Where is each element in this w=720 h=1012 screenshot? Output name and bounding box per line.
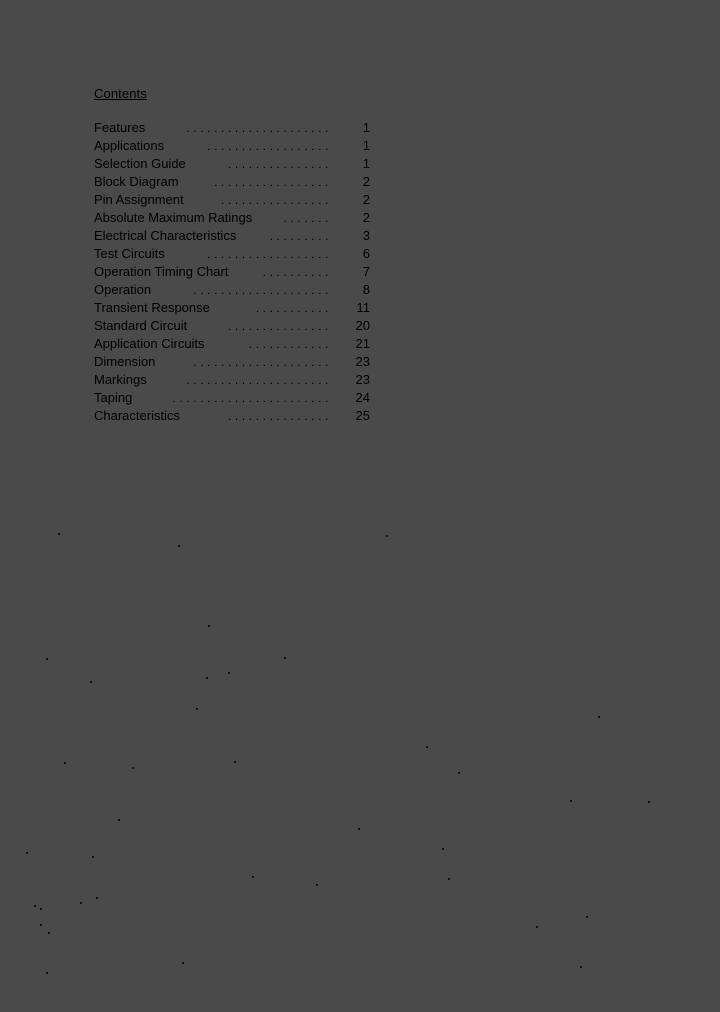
noise-speck [586, 916, 588, 918]
toc-entry-title: Selection Guide [94, 156, 186, 171]
noise-speck [26, 852, 28, 854]
toc-entry-page: 1 [362, 138, 370, 153]
toc-entry-title: Absolute Maximum Ratings [94, 210, 253, 225]
toc-entry [94, 407, 370, 425]
noise-speck [228, 672, 230, 674]
toc-leader-dots: .................. [207, 247, 332, 261]
noise-speck [442, 848, 444, 850]
toc-entry-title: Dimension [94, 354, 156, 369]
noise-speck [92, 856, 94, 858]
noise-speck [96, 897, 98, 899]
toc-entry-title: Operation Timing Chart [94, 264, 229, 279]
noise-speck [252, 876, 254, 878]
noise-speck [48, 932, 50, 934]
toc-entry-page: 23 [355, 354, 370, 369]
toc-entry-page: 6 [362, 246, 370, 261]
noise-speck [64, 762, 66, 764]
toc-entry-title: Transient Response [94, 300, 210, 315]
toc-entry-title: Block Diagram [94, 174, 179, 189]
noise-speck [80, 902, 82, 904]
toc-list [94, 119, 370, 425]
toc-entry-page: 2 [362, 192, 370, 207]
toc-entry-page: 1 [362, 120, 370, 135]
toc-entry [94, 155, 370, 173]
noise-speck [132, 767, 134, 769]
toc-entry-title: Operation [94, 282, 152, 297]
noise-speck [284, 657, 286, 659]
noise-speck [648, 801, 650, 803]
toc-leader-dots: ............ [248, 337, 332, 351]
toc-entry [94, 281, 370, 299]
noise-speck [234, 761, 236, 763]
toc-entry-title: Taping [94, 390, 133, 405]
toc-entry [94, 353, 370, 371]
noise-speck [570, 800, 572, 802]
toc-entry-title: Electrical Characteristics [94, 228, 237, 243]
noise-speck [46, 972, 48, 974]
toc-entry-page: 24 [355, 390, 370, 405]
toc-entry [94, 137, 370, 155]
toc-entry-page: 20 [355, 318, 370, 333]
toc-entry-title: Characteristics [94, 408, 180, 423]
toc-entry [94, 173, 370, 191]
toc-entry [94, 335, 370, 353]
toc-leader-dots: ......... [269, 229, 332, 243]
noise-speck [46, 658, 48, 660]
toc-leader-dots: ............... [227, 409, 332, 423]
noise-speck [426, 746, 428, 748]
noise-speck [386, 535, 388, 537]
noise-speck [178, 545, 180, 547]
noise-speck [598, 716, 600, 718]
noise-speck [448, 878, 450, 880]
noise-speck [58, 533, 60, 535]
toc-entry-title: Markings [94, 372, 147, 387]
toc-leader-dots: ....... [283, 211, 332, 225]
toc-leader-dots: ................ [221, 193, 332, 207]
noise-speck [196, 708, 198, 710]
toc-entry-page: 8 [362, 282, 370, 297]
noise-speck [40, 924, 42, 926]
toc-entry-page: 7 [362, 264, 370, 279]
toc-entry-page: 2 [362, 174, 370, 189]
toc-entry [94, 299, 370, 317]
toc-leader-dots: ........... [255, 301, 332, 315]
noise-speck [34, 905, 36, 907]
toc-heading: Contents [94, 86, 147, 101]
toc-entry-title: Application Circuits [94, 336, 205, 351]
toc-entry-title: Applications [94, 138, 165, 153]
noise-speck [118, 819, 120, 821]
noise-speck [580, 966, 582, 968]
toc-leader-dots: ............... [227, 319, 332, 333]
toc-entry-title: Pin Assignment [94, 192, 184, 207]
toc-leader-dots: .................... [193, 283, 332, 297]
noise-speck [182, 962, 184, 964]
toc-entry-page: 11 [356, 300, 370, 315]
toc-entry-title: Test Circuits [94, 246, 165, 261]
toc-entry [94, 263, 370, 281]
toc-entry [94, 389, 370, 407]
toc-leader-dots: ..................... [186, 373, 332, 387]
noise-speck [316, 884, 318, 886]
toc-leader-dots: ....................... [172, 391, 332, 405]
toc-entry-page: 2 [362, 210, 370, 225]
toc-entry-page: 23 [355, 372, 370, 387]
toc-entry [94, 317, 370, 335]
toc-entry [94, 227, 370, 245]
toc-entry [94, 191, 370, 209]
toc-leader-dots: .................... [193, 355, 332, 369]
noise-speck [40, 908, 42, 910]
toc-entry-page: 21 [355, 336, 370, 351]
noise-speck [536, 926, 538, 928]
noise-speck [90, 681, 92, 683]
toc-leader-dots: ..................... [186, 121, 332, 135]
toc-entry [94, 245, 370, 263]
toc-leader-dots: .................. [207, 139, 332, 153]
noise-speck [358, 828, 360, 830]
noise-speck [206, 677, 208, 679]
toc-entry-page: 1 [362, 156, 370, 171]
toc-leader-dots: ................. [214, 175, 332, 189]
noise-speck [208, 625, 210, 627]
toc-entry-title: Standard Circuit [94, 318, 188, 333]
toc-entry [94, 119, 370, 137]
toc-leader-dots: .......... [262, 265, 332, 279]
toc-entry-page: 25 [355, 408, 370, 423]
toc-entry-title: Features [94, 120, 146, 135]
toc-entry [94, 371, 370, 389]
toc-entry [94, 209, 370, 227]
toc-entry-page: 3 [362, 228, 370, 243]
toc-leader-dots: ............... [227, 157, 332, 171]
noise-speck [458, 772, 460, 774]
